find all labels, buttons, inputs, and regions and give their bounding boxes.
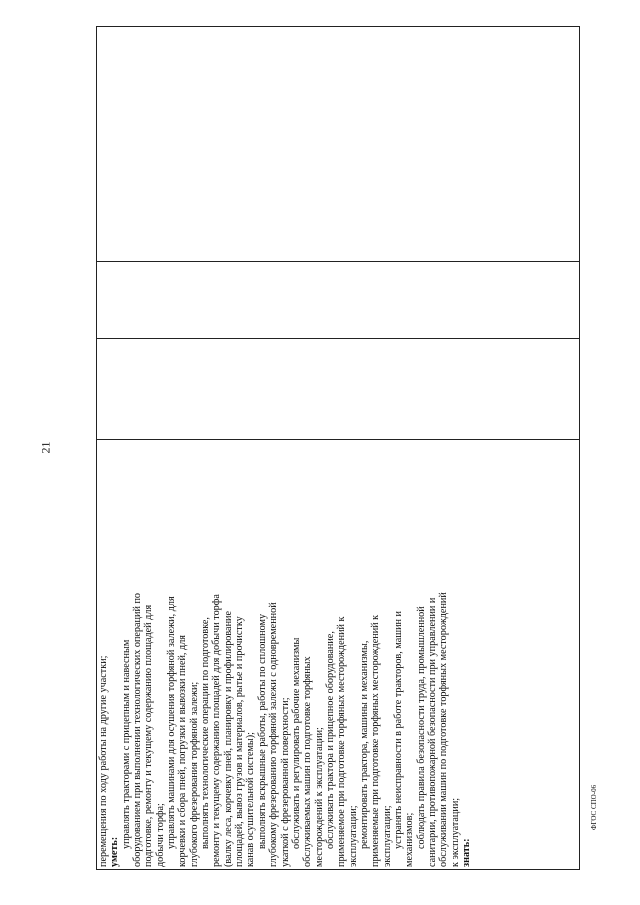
content-line: эксплуатации;	[381, 805, 393, 867]
content-line: знать:	[461, 838, 472, 867]
content-line: санитарии, противопожарной безопасности при управлении и	[426, 597, 438, 867]
content-text	[98, 442, 472, 867]
content-line: управлять машинами для осушения торфяной залежи, для	[166, 596, 178, 849]
footer-code: ФГОС СПО-06	[590, 784, 598, 830]
content-line: применяемое при подготовке торфяных месторождений к	[336, 616, 348, 867]
requirements-table	[96, 26, 580, 870]
table-row	[97, 27, 580, 870]
content-line: укаткой с фрезерованной поверхности;	[279, 697, 291, 867]
content-line: месторождений к эксплуатации;	[313, 727, 325, 867]
content-line: подготовке, ремонту и текущему содержанию площадей для	[143, 604, 155, 867]
empty-cell-2	[97, 261, 580, 339]
content-line: (валку леса, корчевку пней, планировку и профилирование	[222, 610, 234, 867]
content-line: обслуживать и регулировать рабочие механизмы	[290, 637, 302, 849]
content-line: управлять тракторами с прицепным и навесным	[120, 639, 132, 849]
content-line: механизмов;	[404, 812, 416, 867]
content-line: обслуживаемых машин по подготовке торфяных	[302, 656, 314, 867]
competency-content-cell	[97, 440, 580, 870]
content-line: ремонтировать трактора, машины и механизмы,	[358, 640, 370, 849]
content-line: эксплуатации;	[347, 805, 359, 867]
content-line: обслуживании машин по подготовке торфяных месторождений	[438, 592, 450, 867]
content-line: корчевки и сбора пней, погрузки и вывозки пней, для	[177, 635, 189, 867]
content-line: перемещения по ходу работы на другие участки;	[98, 655, 109, 867]
content-line: глубокого фрезерования торфяной залежи;	[188, 681, 200, 867]
empty-cell-3	[97, 27, 580, 262]
content-line: уметь:	[109, 836, 121, 867]
content-line: применяемые при подготовке торфяных месторождений к	[370, 614, 382, 867]
content-line: соблюдать правила безопасности труда, промышленной	[415, 606, 427, 849]
content-line: обслуживать трактора и прицепное оборудование,	[324, 631, 336, 849]
content-line: к эксплуатации;	[449, 797, 461, 867]
content-line: оборудованием при выполнении технологических операций по	[132, 593, 144, 867]
content-line: глубокому фрезерованию торфяной залежи с одновременной	[268, 602, 280, 867]
content-line: устранять неисправности в работе тракторов, машин и	[392, 611, 404, 849]
content-line: выполнять технологические операции по подготовке,	[200, 617, 212, 849]
page-number: 21	[38, 441, 53, 454]
content-line: ремонту и текущему содержанию площадей для добычи торфа	[211, 594, 223, 867]
empty-cell-1	[97, 339, 580, 440]
content-line: канав осушительной системы);	[245, 731, 257, 867]
rotated-table-wrapper	[96, 26, 580, 870]
content-line: площадей, вывоз грузов и материалов, рытье и прочистку	[234, 616, 246, 867]
content-line: добычи торфа;	[154, 803, 166, 867]
content-line: выполнять вскрышные работы, работы по сплошному	[256, 613, 268, 849]
